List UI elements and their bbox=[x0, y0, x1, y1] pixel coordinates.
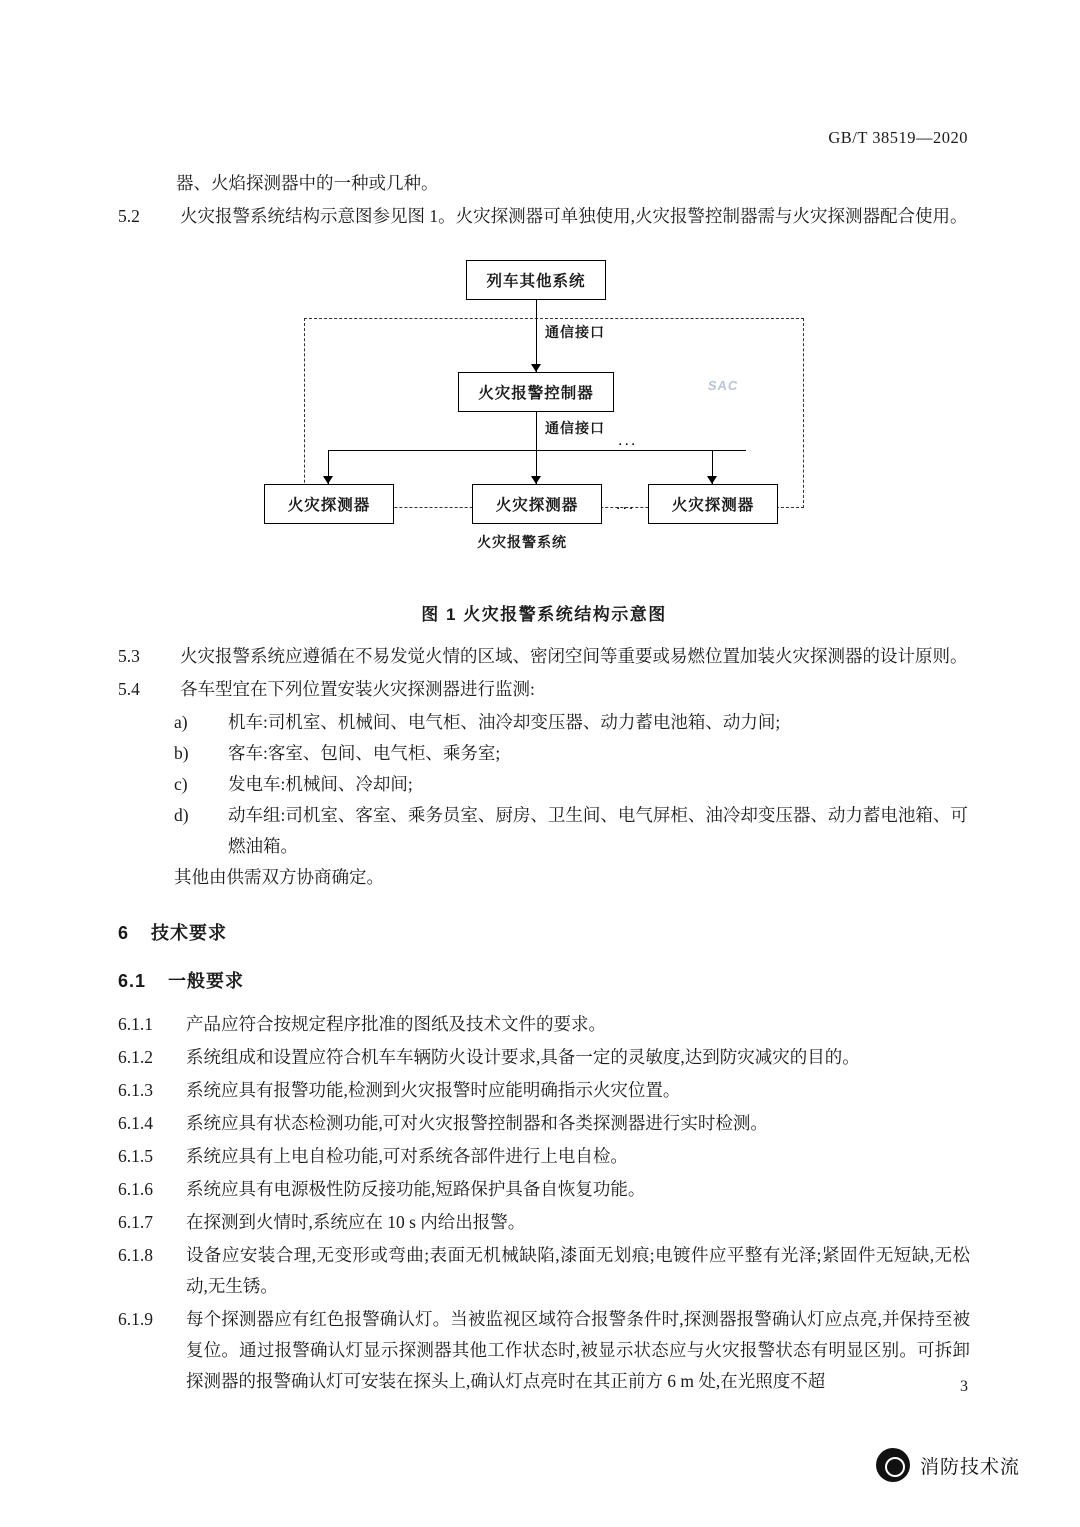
clause-number: 6.1.5 bbox=[118, 1146, 153, 1166]
label-comm-interface-top: 通信接口 bbox=[542, 322, 608, 342]
page-number: 3 bbox=[960, 1378, 968, 1395]
account-avatar-icon bbox=[876, 1448, 910, 1482]
section-6-heading bbox=[118, 919, 970, 945]
account-name: 消防技术流 bbox=[919, 1456, 1020, 1478]
box-fire-alarm-controller: 火灾报警控制器 bbox=[458, 372, 614, 412]
wechat-account-badge bbox=[876, 1448, 1020, 1482]
bus-line bbox=[328, 450, 746, 451]
clause-6-1-8 bbox=[118, 1240, 970, 1302]
clause-number: 6.1.8 bbox=[118, 1245, 153, 1265]
clause-6-1-9 bbox=[118, 1304, 970, 1397]
connector-controller-to-train bbox=[536, 300, 537, 372]
list-item-text: 客车:客室、包间、电气柜、乘务室; bbox=[228, 743, 501, 763]
clause-text: 在探测到火情时,系统应在 10 s 内给出报警。 bbox=[186, 1212, 526, 1232]
list-item-text: 动车组:司机室、客室、乘务员室、厨房、卫生间、电气屏柜、油冷却变压器、动力蓄电池箱、可燃油箱。 bbox=[228, 805, 968, 856]
standard-code-header: GB/T 38519—2020 bbox=[828, 128, 968, 147]
clause-5-3 bbox=[118, 641, 970, 672]
arrow-to-controller bbox=[531, 364, 541, 372]
clause-5-2-text: 火灾报警系统结构示意图参见图 1。火灾探测器可单独使用,火灾报警控制器需与火灾探测器配合使用。 bbox=[180, 206, 968, 226]
box-detector-1: 火灾探测器 bbox=[264, 484, 394, 524]
clause-number: 6.1.9 bbox=[118, 1309, 153, 1329]
clause-6-1-3 bbox=[118, 1075, 970, 1106]
section-6-1-heading bbox=[118, 967, 970, 993]
list-item-label: b) bbox=[174, 743, 189, 763]
clause-6-1-2 bbox=[118, 1042, 970, 1073]
list-item-text: 发电车:机械间、冷却间; bbox=[228, 774, 413, 794]
box-train-other-system: 列车其他系统 bbox=[466, 260, 606, 300]
clause-text: 系统应具有上电自检功能,可对系统各部件进行上电自检。 bbox=[186, 1146, 628, 1166]
list-item-label: a) bbox=[174, 712, 188, 732]
clause-6-1-6 bbox=[118, 1174, 970, 1205]
list-item bbox=[118, 707, 970, 738]
clause-6-1-4 bbox=[118, 1108, 970, 1139]
list-item bbox=[118, 800, 970, 862]
box-detector-2: 火灾探测器 bbox=[472, 484, 602, 524]
clause-text: 系统组成和设置应符合机车车辆防火设计要求,具备一定的灵敏度,达到防灾减灾的目的。 bbox=[186, 1047, 860, 1067]
section-6-number: 6 bbox=[118, 923, 130, 943]
clause-6-1-5 bbox=[118, 1141, 970, 1172]
list-item-label: c) bbox=[174, 774, 188, 794]
connector-controller-down bbox=[536, 412, 537, 450]
list-item bbox=[118, 738, 970, 769]
clause-number: 6.1.4 bbox=[118, 1113, 153, 1133]
clause-5-2-number: 5.2 bbox=[118, 206, 140, 226]
sac-watermark: SAC bbox=[706, 378, 740, 393]
arrow-detector-2 bbox=[531, 476, 541, 484]
clause-text: 每个探测器应有红色报警确认灯。当被监视区域符合报警条件时,探测器报警确认灯应点亮,并保持至被复位。通过报警确认灯显示探测器其他工作状态时,被显示状态应与火灾报警状态有明显区别。可拆卸探测器的报警确认灯可安装在探头上,确认灯点亮时在其正前方 6 m 处,在光照度不超 bbox=[186, 1309, 970, 1391]
clause-5-2 bbox=[118, 201, 970, 232]
box-detector-3: 火灾探测器 bbox=[648, 484, 778, 524]
section-6-1-title: 一般要求 bbox=[168, 971, 245, 991]
arrow-detector-1 bbox=[323, 476, 333, 484]
figure-1-caption: 图 1 火灾报警系统结构示意图 bbox=[421, 605, 667, 624]
list-note: 其他由供需双方协商确定。 bbox=[174, 867, 384, 887]
clause-5-3-text: 火灾报警系统应遵循在不易发觉火情的区域、密闭空间等重要或易燃位置加装火灾探测器的设计原则。 bbox=[180, 646, 968, 666]
continued-paragraph: 器、火焰探测器中的一种或几种。 bbox=[176, 173, 439, 193]
clause-5-4-number: 5.4 bbox=[118, 679, 140, 699]
list-item-text: 机车:司机室、机械间、电气柜、油冷却变压器、动力蓄电池箱、动力间; bbox=[228, 712, 781, 732]
clause-6-1-7 bbox=[118, 1207, 970, 1238]
section-6-title: 技术要求 bbox=[151, 923, 228, 943]
clause-text: 系统应具有状态检测功能,可对火灾报警控制器和各类探测器进行实时检测。 bbox=[186, 1113, 768, 1133]
clause-5-4 bbox=[118, 674, 970, 705]
clause-number: 6.1.1 bbox=[118, 1014, 153, 1034]
section-6-1-number: 6.1 bbox=[118, 971, 147, 991]
arrow-detector-3 bbox=[707, 476, 717, 484]
fire-alarm-system-boundary bbox=[304, 318, 804, 508]
list-item-label: d) bbox=[174, 805, 189, 825]
clause-5-4-text: 各车型宜在下列位置安装火灾探测器进行监测: bbox=[180, 679, 535, 699]
clause-number: 6.1.6 bbox=[118, 1179, 153, 1199]
clause-text: 系统应具有电源极性防反接功能,短路保护具备自恢复功能。 bbox=[186, 1179, 646, 1199]
clause-text: 设备应安装合理,无变形或弯曲;表面无机械缺陷,漆面无划痕;电镀件应平整有光泽;紧固件无短缺,无松动,无生锈。 bbox=[186, 1245, 970, 1296]
label-comm-interface-bottom: 通信接口 bbox=[542, 418, 608, 438]
detectors-ellipsis: ... bbox=[616, 496, 636, 513]
clause-text: 系统应具有报警功能,检测到火灾报警时应能明确指示火灾位置。 bbox=[186, 1080, 681, 1100]
list-item bbox=[118, 769, 970, 800]
clause-number: 6.1.3 bbox=[118, 1080, 153, 1100]
document-content bbox=[118, 168, 970, 1399]
clause-5-3-number: 5.3 bbox=[118, 646, 140, 666]
clause-number: 6.1.7 bbox=[118, 1212, 153, 1232]
clause-6-1-1 bbox=[118, 1009, 970, 1040]
clause-text: 产品应符合按规定程序批准的图纸及技术文件的要求。 bbox=[186, 1014, 606, 1034]
figure-1-diagram bbox=[118, 246, 970, 596]
label-fire-alarm-system: 火灾报警系统 bbox=[474, 532, 570, 552]
clause-number: 6.1.2 bbox=[118, 1047, 153, 1067]
bus-ellipsis: ... bbox=[618, 432, 638, 449]
